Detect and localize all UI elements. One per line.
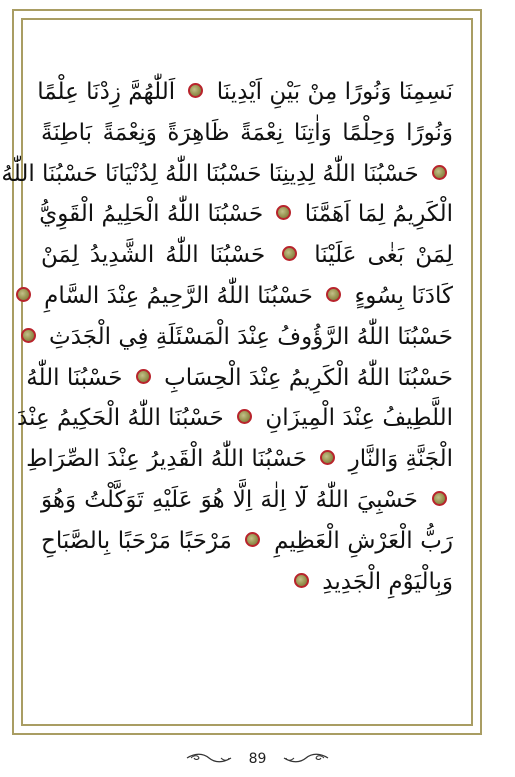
- text-line: [41, 113, 453, 154]
- prayer-text: [1, 72, 454, 602]
- text-segment: كَادَنَا بِسُوءٍ: [354, 282, 453, 309]
- text-segment: مَرْحَبًا مَرْحَبًا بِالصَّبَاحِ: [41, 527, 232, 554]
- text-line: [26, 439, 453, 480]
- verse-marker-icon: [136, 369, 151, 384]
- text-segment: حَسْبُنَا اللّٰهُ الْحَكِيمُ عِنْدَ: [16, 405, 224, 432]
- text-segment: حَسْبُنَا اللّٰهُ الْحَلِيمُ الْقَوِيُّ: [39, 201, 264, 228]
- swirl-ornament-right-icon: [282, 749, 330, 768]
- text-segment: حَسْبُنَا اللّٰهُ الرَّحِيمُ عِنْدَ السَّامِ: [44, 282, 313, 309]
- text-line: [41, 562, 453, 603]
- text-segment: وَنُورًا وَحِلْمًا وَاٰتِنَا نِعْمَةً ظَاهِرَةً وَنِعْمَةً بَاطِنَةً: [41, 119, 453, 146]
- text-segment: نَسِمِنَا وَنُورًا مِنْ بَيْنِ اَيْدِينَا: [216, 79, 453, 105]
- verse-marker-icon: [320, 450, 335, 465]
- text-segment: الْكَرِيمُ لِمَا اَهَمَّنَا: [304, 201, 453, 228]
- text-line: [37, 72, 453, 113]
- verse-marker-icon: [16, 287, 31, 302]
- text-line: [41, 521, 453, 562]
- text-segment: حَسْبِيَ اللّٰهُ لَٓا اِلٰهَ اِلَّا هُوَ عَلَيْهِ تَوَكَّلْتُ وَهُوَ: [41, 486, 418, 513]
- verse-marker-icon: [245, 532, 260, 547]
- verse-marker-icon: [432, 491, 447, 506]
- text-segment: وَبِالْيَوْمِ الْجَدِيدِ: [322, 568, 453, 595]
- text-segment: رَبُّ الْعَرْشِ الْعَظِيمِ: [274, 527, 454, 554]
- verse-marker-icon: [294, 573, 309, 588]
- page-outer-frame: [1, 9, 482, 735]
- text-segment: حَسْبُنَا اللّٰهُ الشَّدِيدُ لِمَنْ: [41, 242, 266, 269]
- text-line: [41, 194, 453, 235]
- text-line: [41, 276, 453, 317]
- text-line: [16, 398, 453, 439]
- text-segment: اللَّطِيفُ عِنْدَ الْمِيزَانِ: [265, 405, 453, 432]
- text-segment: الْجَنَّةِ وَالنَّارِ: [348, 446, 453, 473]
- verse-marker-icon: [326, 287, 341, 302]
- text-segment: حَسْبُنَا اللّٰهُ الرَّؤُوفُ عِنْدَ الْمَسْئَلَةِ فِي الْجَدَثِ: [49, 323, 453, 350]
- text-line: [41, 480, 453, 521]
- text-segment: اَللّٰهُمَّ زِدْنَا عِلْمًا: [37, 79, 176, 105]
- verse-marker-icon: [237, 409, 252, 424]
- text-segment: حَسْبُنَا اللّٰهُ الْقَدِيرُ عِنْدَ الصِّرَاطِ: [26, 446, 307, 473]
- text-line: [41, 235, 453, 276]
- text-segment: حَسْبُنَا اللّٰهُ: [26, 364, 123, 391]
- text-line: [41, 317, 453, 358]
- text-segment: حَسْبُنَا اللّٰهُ الْكَرِيمُ عِنْدَ الْحِسَابِ: [164, 364, 453, 391]
- page-number: 89: [248, 750, 267, 767]
- verse-marker-icon: [276, 205, 291, 220]
- verse-marker-icon: [432, 165, 447, 180]
- verse-marker-icon: [188, 83, 203, 98]
- page-footer: [0, 748, 515, 774]
- page-inner-frame: [1, 18, 473, 726]
- text-segment: حَسْبُنَا اللّٰهُ لِدِينِنَا حَسْبُنَا اللّٰهُ لِدُنْيَانَا حَسْبُنَا اللّٰهُ: [1, 160, 419, 187]
- text-line: [26, 358, 453, 399]
- swirl-ornament-left-icon: [185, 749, 233, 768]
- verse-marker-icon: [282, 246, 297, 261]
- text-line: [1, 154, 453, 195]
- verse-marker-icon: [21, 328, 36, 343]
- text-segment: لِمَنْ بَغٰى عَلَيْنَا: [314, 242, 454, 269]
